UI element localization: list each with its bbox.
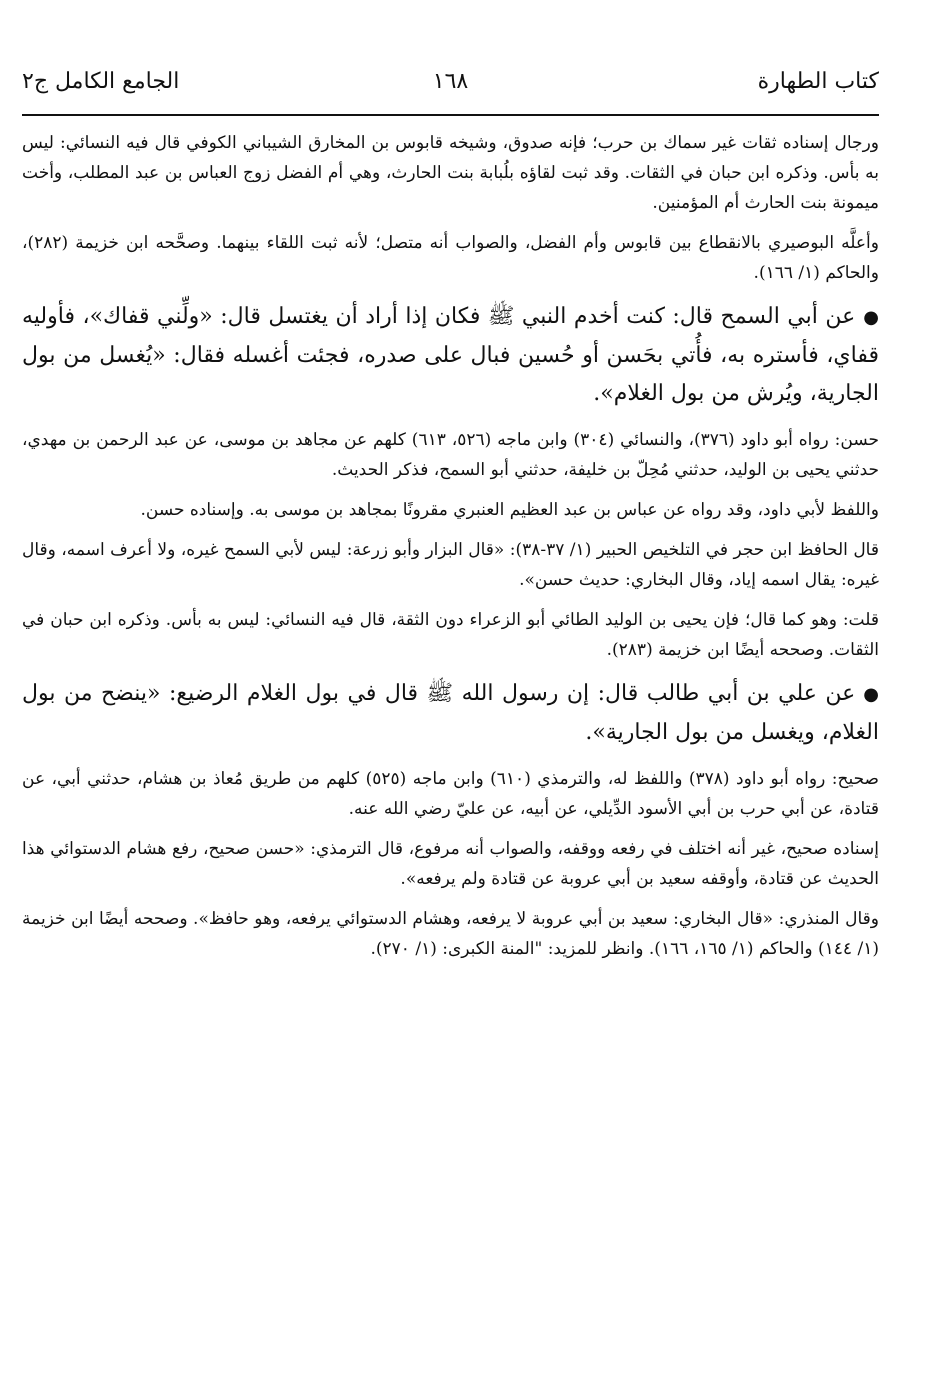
header-rule [22,114,879,116]
hadith-text: عن علي بن أبي طالب قال: إن رسول الله ﷺ قال في بول الغلام الرضيع: «ينضح من بول الغلام، ويغسل من بول الجارية». [22,681,879,745]
commentary-paragraph: صحيح: رواه أبو داود (٣٧٨) واللفظ له، والترمذي (٦١٠) وابن ماجه (٥٢٥) كلهم من طريق مُعاذ بن هشام، حدثني أبي، عن قتادة، عن أبي حرب بن أبي الأسود الدِّيلي، عن أبيه، عن عليّ رضي الله عنه. [22,769,879,819]
hadith-paragraph [22,675,879,752]
bullet-icon: ● [863,307,879,328]
commentary-paragraph: ورجال إسناده ثقات غير سماك بن حرب؛ فإنه صدوق، وشيخه قابوس بن المخارق الشيباني الكوفي قال فيه النسائي: ليس به بأس. وذكره ابن حبان في الثقات. وقد ثبت لقاؤه بلُبابة بنت الحارث، وهي أم الفضل زوج العباس بن عبد المطلب، وأخت ميمونة بنت الحارث أم المؤمنين. [22,133,879,213]
hadith-paragraph [22,298,879,413]
commentary-paragraph: قال الحافظ ابن حجر في التلخيص الحبير (١/ ٣٧-٣٨): «قال البزار وأبو زرعة: ليس لأبي السمح غيره، ولا أعرف اسمه، وقال غيره: يقال اسمه إياد، وقال البخاري: حديث حسن». [22,540,879,590]
commentary-paragraph: قلت: وهو كما قال؛ فإن يحيى بن الوليد الطائي أبو الزعراء دون الثقة، قال فيه النسائي: ليس به بأس. وذكره ابن حبان في الثقات. وصححه أيضًا ابن خزيمة (٢٨٣). [22,610,879,660]
chapter-title: كتاب الطهارة [757,69,879,94]
commentary-paragraph: وقال المنذري: «قال البخاري: سعيد بن أبي عروبة لا يرفعه، وهشام الدستوائي يرفعه، وهو حافظ». وصححه أيضًا ابن خزيمة (١/ ١٤٤) والحاكم (١/ ١٦٥، ١٦٦). وانظر للمزيد: "المنة الكبرى: (١/ ٢٧٠). [22,909,879,959]
page-body [22,128,879,974]
page-number: ١٦٨ [432,69,469,94]
commentary-paragraph: وأعلَّه البوصيري بالانقطاع بين قابوس وأم الفضل، والصواب أنه متصل؛ لأنه ثبت اللقاء بينهما. وصحَّحه ابن خزيمة (٢٨٢)، والحاكم (١/ ١٦٦). [22,233,879,283]
commentary-paragraph: واللفظ لأبي داود، وقد رواه عن عباس بن عبد العظيم العنبري مقرونًا بمجاهد بن موسى به. وإسناده حسن. [140,500,879,520]
commentary-paragraph: إسناده صحيح، غير أنه اختلف في رفعه ووقفه، والصواب أنه مرفوع، قال الترمذي: «حسن صحيح، رفع هشام الدستوائي هذا الحديث عن قتادة، وأوقفه سعيد بن أبي عروبة عن قتادة ولم يرفعه». [22,839,879,889]
hadith-text: عن أبي السمح قال: كنت أخدم النبي ﷺ فكان إذا أراد أن يغتسل قال: «ولِّني قفاك»، فأوليه قفاي، فأستره به، فأُتي بحَسن أو حُسين فبال على صدره، فجئت أغسله فقال: «يُغسل من بول الجارية، ويُرش من بول الغلام». [22,304,879,406]
running-header [22,62,879,102]
book-title: الجامع الكامل ج٢ [22,69,180,94]
bullet-icon: ● [863,684,879,705]
commentary-paragraph: حسن: رواه أبو داود (٣٧٦)، والنسائي (٣٠٤) وابن ماجه (٥٢٦، ٦١٣) كلهم عن مجاهد بن موسى، عن عبد الرحمن بن مهدي، حدثني يحيى بن الوليد، حدثني مُحِلّ بن خليفة، حدثني أبو السمح، فذكر الحديث. [22,430,879,480]
